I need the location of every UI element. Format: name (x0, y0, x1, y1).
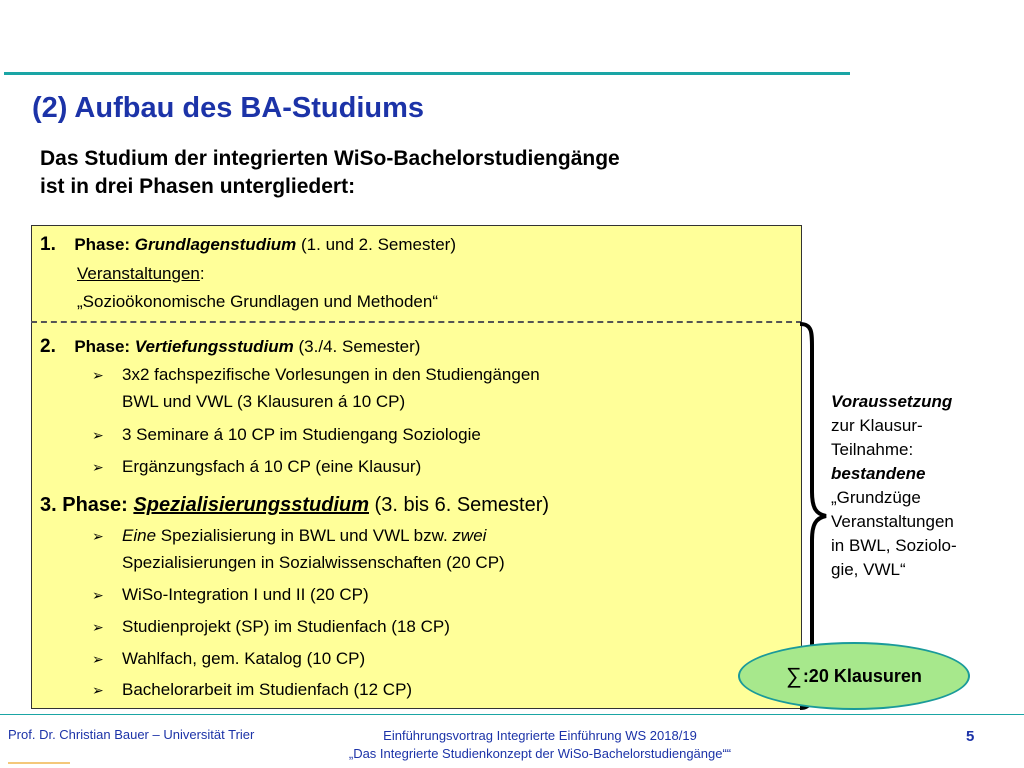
phase3-bullet-5: ➢ Bachelorarbeit im Studienfach (12 CP) (92, 680, 413, 699)
arrow-bullet-icon: ➢ (92, 682, 104, 698)
side-note-line-3: Teilnahme: (831, 440, 914, 459)
intro-line-2: ist in drei Phasen untergliedert: (40, 175, 356, 198)
phase2-bullet-1-cont: BWL und VWL (3 Klausuren á 10 CP) (122, 392, 406, 411)
arrow-bullet-icon: ➢ (92, 651, 104, 667)
phase1-heading (40, 234, 456, 256)
footer-author: Prof. Dr. Christian Bauer – Universität Trier (8, 727, 255, 742)
phase2-bullet-3: ➢ Ergänzungsfach á 10 CP (eine Klausur) (92, 457, 422, 476)
phase3-name: Spezialisierungsstudium (133, 494, 369, 516)
corner-rule (8, 762, 70, 764)
side-note-line-6: Veranstaltungen (831, 512, 954, 531)
phase1-name: Grundlagenstudium (134, 235, 297, 254)
phase1-courses: „Sozioökonomische Grundlagen und Methoden“ (77, 292, 439, 311)
side-note-line-1: Voraussetzung (831, 392, 953, 411)
side-note (831, 390, 1016, 582)
side-note-line-4: bestandene (831, 464, 926, 483)
intro-line-1: Das Studium der integrierten WiSo-Bachelorstudiengänge (40, 147, 620, 170)
footer-course-line-1: Einführungsvortrag Integrierte Einführung WS 2018/19 (383, 728, 697, 743)
side-note-line-7: in BWL, Soziolo- (831, 536, 957, 555)
phase2-bullet-1: ➢ 3x2 fachspezifische Vorlesungen in den Studiengängen (92, 365, 540, 384)
phase2-semesters: (3./4. Semester) (293, 337, 421, 356)
phase2-bullet-2: ➢ 3 Seminare á 10 CP im Studiengang Soziologie (92, 425, 481, 444)
phase1-courses-label: Veranstaltungen: (77, 264, 205, 283)
side-note-line-5: „Grundzüge (831, 488, 921, 507)
phase1-number: 1. (40, 234, 56, 255)
phase3-bullet-1: ➢ Eine Spezialisierung in BWL und VWL bzw. zwei (92, 526, 487, 545)
phase1-semesters: (1. und 2. Semester) (296, 235, 456, 254)
side-note-line-8: gie, VWL“ (831, 560, 906, 579)
phase2-name: Vertiefungsstudium (134, 337, 294, 356)
top-rule (4, 72, 850, 75)
side-note-line-2: zur Klausur- (831, 416, 923, 435)
phase1-label: Phase: (74, 235, 135, 254)
phase3-label: 3. Phase: (40, 494, 134, 516)
slide-intro (40, 145, 840, 201)
phase2-heading (40, 336, 420, 358)
phase2-label: Phase: (74, 337, 135, 356)
footer-rule (0, 714, 1024, 715)
phase3-semesters: (3. bis 6. Semester) (369, 494, 550, 516)
arrow-bullet-icon: ➢ (92, 587, 104, 603)
page-number: 5 (966, 728, 975, 745)
arrow-bullet-icon: ➢ (92, 427, 104, 443)
phase3-heading (40, 494, 549, 517)
footer-course-line-2: „Das Integrierte Studienkonzept der WiSo-Bachelorstudiengänge““ (348, 746, 732, 761)
summary-badge (738, 642, 970, 710)
phase3-bullet-4: ➢ Wahlfach, gem. Katalog (10 CP) (92, 649, 366, 668)
arrow-bullet-icon: ➢ (92, 528, 104, 544)
phase-divider (31, 321, 802, 323)
footer-course (330, 727, 750, 763)
phase2-number: 2. (40, 336, 56, 357)
arrow-bullet-icon: ➢ (92, 459, 104, 475)
phase3-bullet-1-cont: Spezialisierungen in Sozialwissenschaften (20 CP) (122, 553, 505, 572)
sigma-icon: ∑ (786, 663, 802, 688)
summary-text: :20 Klausuren (802, 665, 922, 686)
phase3-bullet-2: ➢ WiSo-Integration I und II (20 CP) (92, 585, 369, 604)
arrow-bullet-icon: ➢ (92, 367, 104, 383)
slide-title: (2) Aufbau des BA-Studiums (32, 92, 425, 124)
arrow-bullet-icon: ➢ (92, 619, 104, 635)
phase3-bullet-3: ➢ Studienprojekt (SP) im Studienfach (18 CP) (92, 617, 450, 636)
